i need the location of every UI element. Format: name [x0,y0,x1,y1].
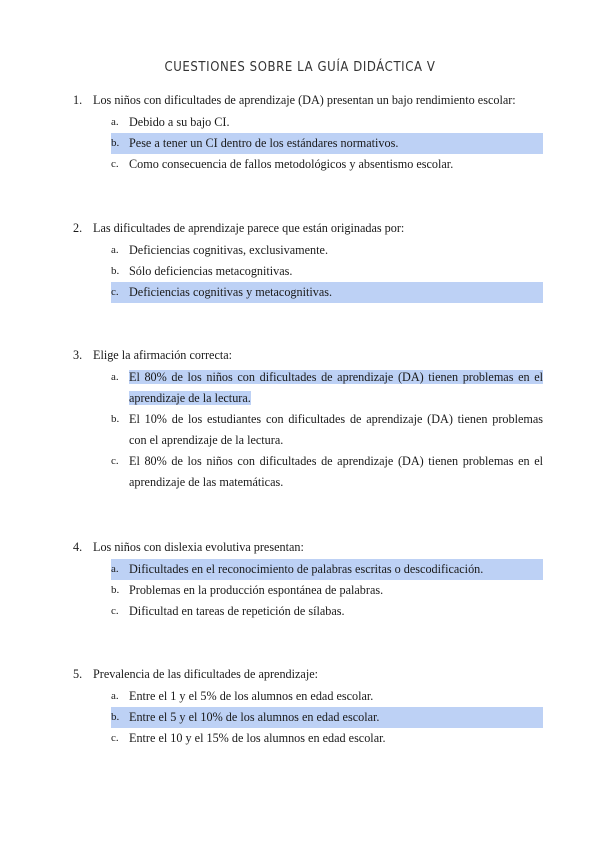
answer-option: b. Sólo deficiencias metacognitivas. [111,264,293,278]
answer-option-highlighted: c. Deficiencias cognitivas y metacognitivas. [111,282,543,303]
question-3 [73,348,543,493]
answer-option: c. Dificultad en tareas de repetición de sílabas. [111,604,345,618]
question-number: 1. [73,93,83,107]
answer-option-highlighted: b. Pese a tener un CI dentro de los estándares normativos. [111,133,543,154]
question-text: Elige la afirmación correcta: [93,348,233,362]
document-title: CUESTIONES SOBRE LA GUÍA DIDÁCTICA V [164,60,436,75]
question-4 [73,540,543,622]
question-number: 4. [73,540,83,554]
answer-option: a. Debido a su bajo CI. [111,115,230,129]
question-number: 3. [73,348,83,362]
answer-option-highlighted: a. Dificultades en el reconocimiento de palabras escritas o descodificación. [111,559,543,580]
question-1 [73,93,543,175]
answer-option: b. El 10% de los estudiantes con dificultades de aprendizaje (DA) tienen problemas con el aprendizaje de la lectura. [111,412,543,447]
answer-option: c. Como consecuencia de fallos metodológicos y absentismo escolar. [111,157,454,171]
question-number: 2. [73,221,83,235]
question-text: Los niños con dificultades de aprendizaje (DA) presentan un bajo rendimiento escolar: [93,93,516,107]
question-text: Los niños con dislexia evolutiva presentan: [93,540,304,554]
answer-option: c. El 80% de los niños con dificultades de aprendizaje (DA) tienen problemas en el aprendizaje de las matemáticas. [111,454,543,489]
answer-option: a. Deficiencias cognitivas, exclusivamente. [111,243,328,257]
question-number: 5. [73,667,83,681]
answer-option: a. Entre el 1 y el 5% de los alumnos en edad escolar. [111,689,374,703]
question-2 [73,221,543,303]
question-5 [73,667,543,749]
answer-option: b. Problemas en la producción espontánea de palabras. [111,583,384,597]
question-text: Prevalencia de las dificultades de aprendizaje: [93,667,319,681]
answer-option-highlighted: a. El 80% de los niños con dificultades de aprendizaje (DA) tienen problemas en el aprendizaje de la lectura. [111,370,543,405]
answer-option-highlighted: b. Entre el 5 y el 10% de los alumnos en edad escolar. [111,707,543,728]
question-text: Las dificultades de aprendizaje parece que están originadas por: [93,221,405,235]
answer-option: c. Entre el 10 y el 15% de los alumnos en edad escolar. [111,731,386,745]
